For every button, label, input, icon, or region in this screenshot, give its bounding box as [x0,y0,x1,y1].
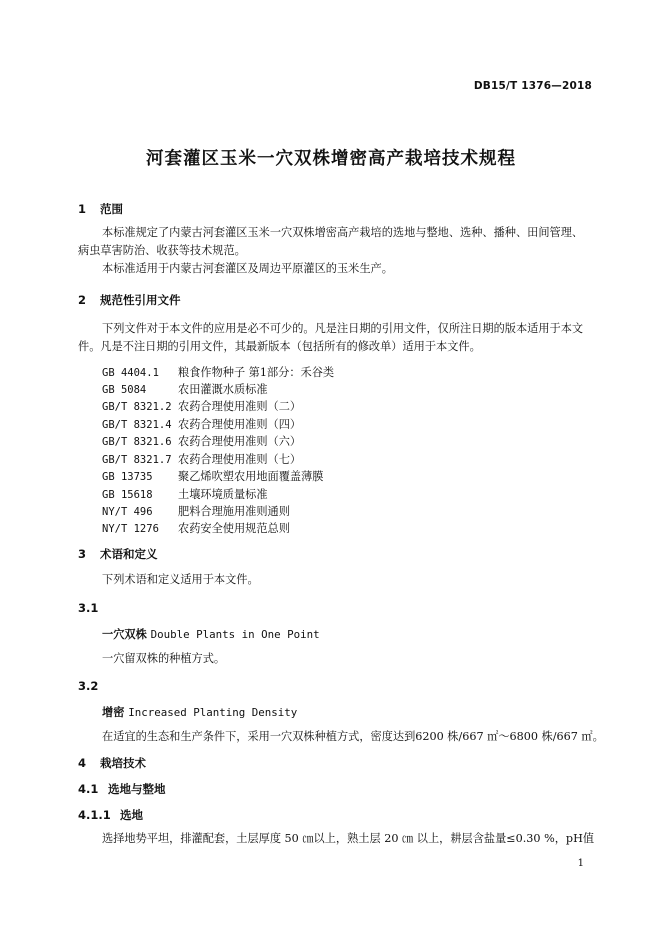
reference-code: GB/T 8321.4 [102,419,172,431]
reference-item [102,486,268,502]
section-number: 1 [78,202,87,216]
paragraph: 选择地势平坦，排灌配套，土层厚度 50 ㎝以上，熟土层 20 ㎝ 以上，耕层含盐量≤0.30 %，pH值 [102,832,595,845]
reference-code: NY/T 1276 [102,523,159,535]
reference-item [102,398,301,414]
reference-item [102,381,268,397]
section-2-heading [78,292,181,308]
section-title: 范围 [100,202,123,216]
term-entry [102,626,320,642]
section-number: 3 [78,547,87,561]
reference-code: GB/T 8321.2 [102,401,172,413]
page-number: 1 [577,858,584,869]
section-number: 4 [78,756,87,770]
section-number: 2 [78,293,87,307]
header-standard-code: DB15/T 1376—2018 [473,80,592,92]
reference-name: 农药合理使用准则（四） [178,418,302,431]
reference-code: GB 15618 [102,489,153,501]
reference-item [102,416,301,432]
reference-name: 农药安全使用规范总则 [178,522,290,535]
term-zh: 一穴双株 [102,628,147,641]
section-3-heading [78,546,158,562]
reference-item [102,468,323,484]
document-title: 河套灌区玉米一穴双株增密高产栽培技术规程 [146,149,516,169]
term-en: Increased Planting Density [128,706,298,719]
section-title: 栽培技术 [100,756,146,770]
reference-name: 聚乙烯吹塑农用地面覆盖薄膜 [178,470,324,483]
section-1-heading [78,201,123,217]
term-number: 3.1 [78,601,99,615]
paragraph: 病虫草害防治、收获等技术规范。 [78,244,246,257]
reference-code: GB 4404.1 [102,367,159,379]
term-number: 3.2 [78,679,99,693]
reference-item [102,433,301,449]
paragraph: 下列术语和定义适用于本文件。 [102,573,259,586]
reference-item [102,451,301,467]
reference-code: GB 13735 [102,471,153,483]
paragraph: 件。凡是不注日期的引用文件，其最新版本（包括所有的修改单）适用于本文件。 [78,340,481,353]
term-entry [102,704,297,720]
paragraph: 本标准规定了内蒙古河套灌区玉米一穴双株增密高产栽培的选地与整地、选种、播种、田间管理、 [102,226,584,239]
section-number: 4.1 [78,782,99,796]
reference-code: NY/T 496 [102,506,153,518]
reference-name: 土壤环境质量标准 [178,488,268,501]
reference-name: 粮食作物种子 第1部分：禾谷类 [178,366,335,379]
paragraph: 本标准适用于内蒙古河套灌区及周边平原灌区的玉米生产。 [102,262,393,275]
reference-item [102,364,334,380]
section-4-heading [78,755,146,771]
reference-item [102,503,290,519]
reference-code: GB 5084 [102,384,147,396]
reference-code: GB/T 8321.6 [102,436,172,448]
term-en: Double Plants in One Point [150,628,320,641]
term-definition: 一穴留双株的种植方式。 [102,652,226,665]
section-number: 4.1.1 [78,808,111,822]
section-title: 术语和定义 [100,547,158,561]
section-title: 选地 [120,808,143,822]
reference-name: 农药合理使用准则（七） [178,453,302,466]
subsection-4-1-heading [78,781,166,797]
reference-name: 农药合理使用准则（二） [178,400,302,413]
paragraph: 下列文件对于本文件的应用是必不可少的。凡是注日期的引用文件，仅所注日期的版本适用于本文 [102,322,584,335]
section-title: 规范性引用文件 [100,293,181,307]
term-definition: 在适宜的生态和生产条件下，采用一穴双株种植方式，密度达到6200 株/667 ㎡～6800 株/667 ㎡。 [102,730,604,743]
reference-name: 农田灌溉水质标准 [178,383,268,396]
section-title: 选地与整地 [108,782,166,796]
reference-code: GB/T 8321.7 [102,454,172,466]
reference-item [102,520,290,536]
subsection-4-1-1-heading [78,807,143,823]
reference-name: 农药合理使用准则（六） [178,435,302,448]
term-zh: 增密 [102,706,125,719]
reference-name: 肥料合理施用准则通则 [178,505,290,518]
